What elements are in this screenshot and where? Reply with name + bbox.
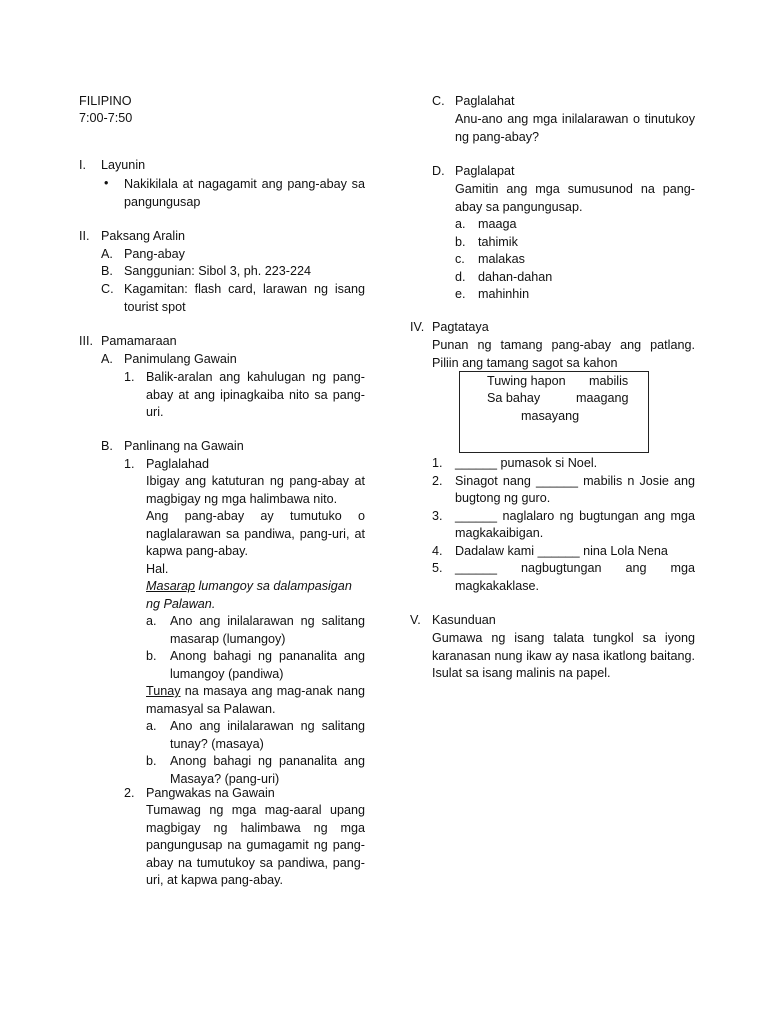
section-num-4: IV. bbox=[410, 320, 425, 334]
subsection-title-panimulang: Panimulang Gawain bbox=[124, 352, 237, 366]
subsection-title-panlinang: Panlinang na Gawain bbox=[124, 439, 244, 453]
topic-text-b: Sanggunian: Sibol 3, ph. 223-224 bbox=[124, 264, 311, 278]
subsection-title-paglalapat: Paglalapat bbox=[455, 164, 515, 178]
list-label: d. bbox=[455, 269, 466, 284]
section-title-paksang-aralin: Paksang Aralin bbox=[101, 229, 186, 243]
subsection-label-c: C. bbox=[432, 94, 445, 108]
pangwakas-text: Tumawag ng mga mag-aaral upang magbigay ng halimbawa ng mga pangungusap na gumagamit ng pang-abay na tumutukoy sa pandiwa, pang-uri, at kapwa pang-abay. bbox=[146, 803, 365, 887]
list-item bbox=[455, 269, 695, 287]
subsection-label-b: B. bbox=[101, 439, 113, 453]
step-num: 2. bbox=[124, 786, 135, 800]
example-2-rest: na masaya ang mag-anak nang mamasyal sa Palawan. bbox=[146, 684, 365, 716]
question-label: b. bbox=[146, 754, 157, 768]
question-item bbox=[146, 718, 365, 753]
test-item-num: 3. bbox=[432, 508, 443, 523]
paglalahad-body bbox=[146, 473, 365, 788]
list-text: tahimik bbox=[478, 234, 518, 249]
test-item bbox=[432, 543, 695, 561]
question-item bbox=[146, 613, 365, 648]
list-text: dahan-dahan bbox=[478, 269, 553, 284]
topic-label-c: C. bbox=[101, 282, 114, 296]
step-num: 1. bbox=[124, 370, 135, 384]
subsection-label-a: A. bbox=[101, 352, 113, 366]
test-item-num: 1. bbox=[432, 456, 443, 470]
test-item-text: ______ pumasok si Noel. bbox=[455, 456, 598, 470]
example-1-sentence bbox=[146, 578, 365, 613]
question-label: a. bbox=[146, 614, 157, 628]
question-text: Ano ang inilalarawan ng salitang masarap (lumangoy) bbox=[170, 614, 365, 646]
question-item bbox=[146, 648, 365, 683]
objective-text: Nakikilala at nagagamit ang pang-abay sa pangungusap bbox=[124, 177, 365, 209]
list-item bbox=[455, 251, 695, 269]
topic-text-a: Pang-abay bbox=[124, 247, 185, 261]
example-1-underlined: Masarap bbox=[146, 579, 195, 593]
topic-text-c: Kagamitan: flash card, larawan ng isang tourist spot bbox=[124, 282, 365, 314]
bullet-dot: • bbox=[104, 176, 109, 190]
test-item-text: Dadalaw kami ______ nina Lola Nena bbox=[455, 543, 668, 558]
example-2-sentence bbox=[146, 683, 365, 718]
box-word: Tuwing hapon bbox=[487, 374, 566, 388]
list-text: maaga bbox=[478, 217, 517, 231]
example-2-underlined: Tunay bbox=[146, 684, 181, 698]
test-item-num: 2. bbox=[432, 473, 443, 488]
box-word: masayang bbox=[521, 409, 580, 423]
step-title-paglalahad: Paglalahad bbox=[146, 457, 210, 471]
test-item-num: 5. bbox=[432, 561, 443, 575]
box-word: mabilis bbox=[589, 374, 629, 388]
list-label: a. bbox=[455, 217, 466, 231]
paglalapat-text: Gamitin ang mga sumusunod na pang-abay sa pangungusap. bbox=[455, 182, 695, 214]
example-1-rest: lumangoy sa dalampasigan ng Palawan. bbox=[146, 579, 352, 611]
test-item bbox=[432, 560, 695, 595]
section-num-3: III. bbox=[79, 334, 93, 348]
test-item-text: Sinagot nang ______ mabilis n Josie ang bugtong ng guro. bbox=[455, 473, 695, 505]
kasunduan-text: Gumawa ng isang talata tungkol sa iyong karanasan nung ikaw ay nasa ikatlong baitang. Isulat sa isang malinis na papel. bbox=[432, 631, 695, 680]
list-item bbox=[455, 234, 695, 252]
test-item bbox=[432, 508, 695, 543]
question-text: Ano ang inilalarawan ng salitang tunay? (masaya) bbox=[170, 719, 365, 751]
question-text: Anong bahagi ng pananalita ang lumangoy (pandiwa) bbox=[170, 649, 365, 681]
step-title-pangwakas: Pangwakas na Gawain bbox=[146, 786, 275, 800]
section-num-2: II. bbox=[79, 229, 90, 243]
section-title-pamamaraan: Pamamaraan bbox=[101, 334, 177, 348]
subject-title: FILIPINO bbox=[79, 94, 132, 108]
paglalahad-p2: Ang pang-abay ay tumutuko o naglalarawan sa pandiwa, pang-uri, at kapwa pang-abay. bbox=[146, 509, 365, 558]
list-text: mahinhin bbox=[478, 287, 530, 301]
list-item bbox=[455, 286, 695, 304]
test-item-num: 4. bbox=[432, 543, 443, 558]
test-item bbox=[432, 473, 695, 508]
test-item-text: ______ naglalaro ng bugtungan ang mga magkakaibigan. bbox=[455, 508, 695, 540]
step-num: 1. bbox=[124, 457, 135, 471]
paglalahad-p1: Ibigay ang katuturan ng pang-abay at magbigay ng mga halimbawa nito. bbox=[146, 474, 365, 506]
box-word: Sa bahay bbox=[487, 391, 541, 405]
topic-label-a: A. bbox=[101, 247, 113, 261]
subsection-title-paglalahat: Paglalahat bbox=[455, 94, 515, 108]
section-title-pagtataya: Pagtataya bbox=[432, 320, 489, 334]
test-items bbox=[432, 455, 695, 595]
box-word: maagang bbox=[576, 391, 629, 405]
paglalahat-text: Anu-ano ang mga inilalarawan o tinutukoy ng pang-abay? bbox=[455, 112, 695, 144]
test-item bbox=[432, 455, 695, 473]
question-text: Anong bahagi ng pananalita ang Masaya? (pang-uri) bbox=[170, 754, 365, 786]
list-item bbox=[455, 216, 695, 234]
section-title-layunin: Layunin bbox=[101, 158, 146, 172]
pagtataya-instruction: Punan ng tamang pang-abay ang patlang. Piliin ang tamang sagot sa kahon bbox=[432, 338, 695, 370]
time-label: 7:00-7:50 bbox=[79, 111, 133, 125]
question-label: b. bbox=[146, 649, 157, 663]
list-text: malakas bbox=[478, 252, 525, 266]
list-label: b. bbox=[455, 234, 466, 249]
list-label: e. bbox=[455, 287, 466, 301]
test-item-text: ______ nagbugtungan ang mga magkakaklase. bbox=[455, 561, 695, 593]
list-label: c. bbox=[455, 252, 465, 266]
section-num-5: V. bbox=[410, 613, 421, 627]
section-num-1: I. bbox=[79, 158, 86, 172]
question-item bbox=[146, 753, 365, 788]
question-label: a. bbox=[146, 719, 157, 733]
section-title-kasunduan: Kasunduan bbox=[432, 613, 496, 627]
word-list bbox=[455, 216, 695, 304]
example-label: Hal. bbox=[146, 561, 169, 576]
subsection-label-d: D. bbox=[432, 164, 445, 178]
topic-label-b: B. bbox=[101, 264, 113, 278]
step-text-balik-aralan: Balik-aralan ang kahulugan ng pang-abay at ang ipinagkaiba nito sa pang-uri. bbox=[146, 370, 365, 419]
